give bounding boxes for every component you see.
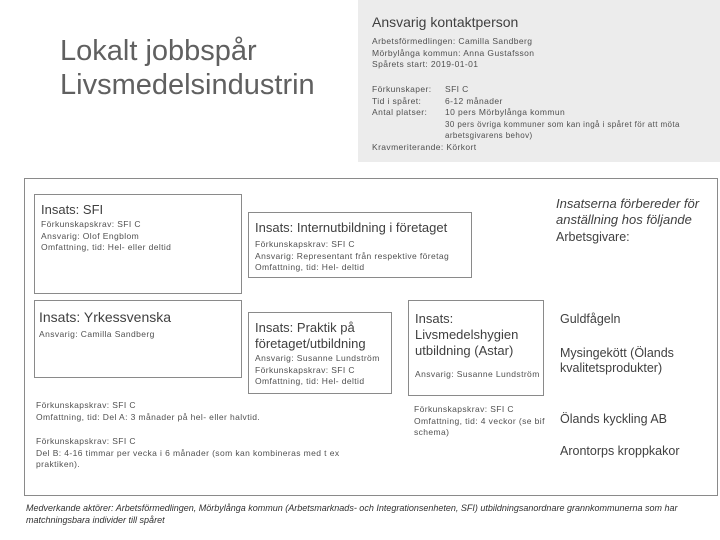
praktik-box [248,312,392,394]
hygien-block-line: Förkunskapskrav: SFI C [414,404,514,414]
contact-lines [372,36,712,71]
internal-line: Omfattning, tid: Hel- deltid [255,262,365,272]
prereq-label: Förkunskaper: [372,84,432,94]
merit-line: Kravmeriterande: Körkort [372,141,477,152]
internal-training-box [248,212,472,278]
sfi-line: Ansvarig: Olof Engblom [41,230,140,241]
praktik-line: Ansvarig: Susanne Lundström [255,353,380,363]
yrkes-block-a [36,400,376,423]
employers-intro: Insatserna förbereder för anställning hos följande [556,196,700,227]
contact-line: Mörbylånga kommun: Anna Gustafsson [372,47,535,58]
yrkes-details [39,329,235,341]
hygien-heading: Insats: Livsmedelshygien utbildning (Astar) [415,311,519,358]
contact-line: Arbetsförmedlingen: Camilla Sandberg [372,36,533,46]
duration-value: 6-12 månader [445,95,503,106]
internal-details [255,239,467,274]
yrkessvenska-box [34,300,242,378]
yrkes-block-b-line: Del B: 4-16 timmar per vecka i 6 månader (som kan kombineras med t ex praktiken). [36,447,340,469]
employer-item: Guldfågeln [560,312,621,326]
seats-label: Antal platser: [372,107,428,117]
sfi-line: Förkunskapskrav: SFI C [41,219,141,229]
internal-heading: Insats: Internutbildning i företaget [255,220,448,235]
internal-line: Ansvarig: Representant från respektive företag [255,250,450,261]
praktik-line: Omfattning, tid: Hel- deltid [255,376,365,386]
employer-item: Ölands kyckling AB [560,412,667,426]
contact-heading: Ansvarig kontaktperson [372,14,519,30]
contact-facts [372,84,712,153]
yrkes-block-b [36,436,386,471]
footer-note: Medverkande aktörer: Arbetsförmedlingen, Mörbylånga kommun (Arbetsmarknads- och Integrationsenheten, SFI) utbildningsanordnare grannkommunerna som har matchningsbara individer till spåret [26,503,678,525]
hygien-line: Ansvarig: Susanne Lundström [415,369,540,379]
contact-panel [358,0,720,162]
sfi-heading: Insats: SFI [41,202,104,217]
praktik-line: Förkunskapskrav: SFI C [255,364,355,375]
hygien-block-line: Omfattning, tid: 4 veckor (se bif schema) [414,415,545,437]
seats-value: 10 pers Mörbylånga kommun [445,107,566,117]
hygien-block [414,404,546,439]
employers-panel [556,196,706,245]
yrkes-line: Ansvarig: Camilla Sandberg [39,329,155,339]
internal-line: Förkunskapskrav: SFI C [255,239,355,249]
employer-item: Arontorps kroppkakor [560,444,680,458]
seats-note: 30 pers övriga kommuner som kan ingå i spåret för att möta arbetsgivarens behov) [445,119,680,140]
employers-intro-tail: Arbetsgivare: [556,230,630,244]
employer-item: Mysingekött (Ölands kvalitetsprodukter) [560,346,674,375]
sfi-line: Omfattning, tid: Hel- eller deltid [41,242,172,252]
praktik-heading: Insats: Praktik på företaget/utbildning [255,320,366,351]
yrkes-heading: Insats: Yrkessvenska [39,309,172,325]
contact-line: Spårets start: 2019-01-01 [372,59,479,69]
yrkes-block-a-line: Omfattning, tid: Del A: 3 månader på hel- eller halvtid. [36,411,261,422]
yrkes-block-a-line: Förkunskapskrav: SFI C [36,400,136,410]
sfi-details [41,219,237,254]
page-title: Lokalt jobbspår Livsmedelsindustrin [60,35,315,101]
prereq-value: SFI C [445,84,469,94]
yrkes-block-b-line: Förkunskapskrav: SFI C [36,436,136,446]
hygien-details [415,369,541,381]
sfi-box [34,194,242,294]
praktik-details [255,353,389,388]
hygien-box [408,300,544,396]
duration-label: Tid i spåret: [372,95,422,106]
